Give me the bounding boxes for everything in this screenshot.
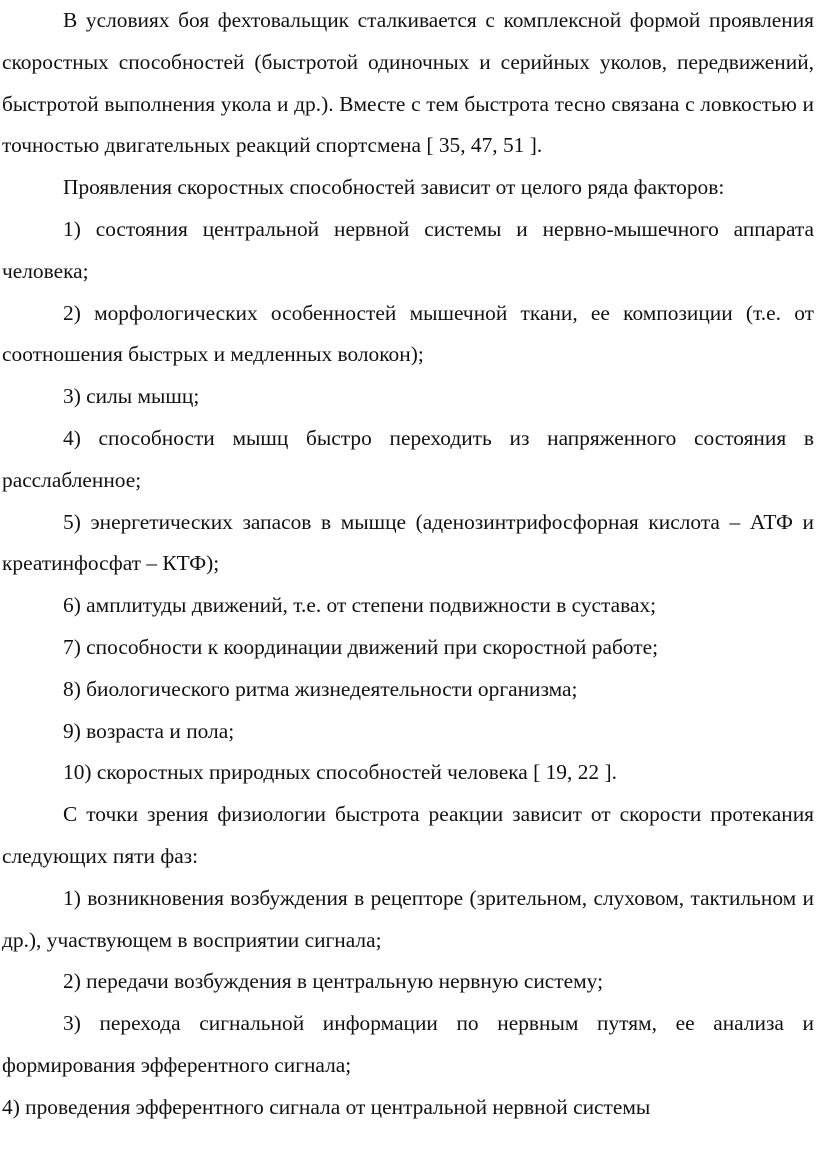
list-item-factor-7: 7) способности к координации движений при скоростной работе; xyxy=(63,634,659,659)
list-item-factor-3: 3) силы мышц; xyxy=(63,384,200,409)
list-item-factor-1: 1) состояния центральной нервной системы и нервно-мышечного аппарата человека; xyxy=(2,216,814,283)
list-item-phase-2: 2) передачи возбуждения в центральную нервную систему; xyxy=(63,969,604,994)
list-item-phase-1: 1) возникновения возбуждения в рецепторе (зрительном, слуховом, тактильном и др.), участвующем в восприятии сигнала; xyxy=(2,885,814,952)
list-item-factor-8: 8) биологического ритма жизнедеятельности организма; xyxy=(63,676,578,701)
paragraph-phases-heading: С точки зрения физиологии быстрота реакции зависит от скорости протекания следующих пяти фаз: xyxy=(2,802,814,868)
list-item-factor-6: 6) амплитуды движений, т.е. от степени подвижности в суставах; xyxy=(63,593,657,618)
list-item-factor-2: 2) морфологических особенностей мышечной ткани, ее композиции (т.е. от соотношения быстрых и медленных волокон); xyxy=(2,300,814,367)
paragraph-intro: В условиях боя фехтовальщик сталкивается с комплексной формой проявления скоростных способностей (быстротой одиночных и серийных уколов, передвижений, быстротой выполнения укола и др.). Вместе с тем быстрота тесно связана с ловкостью и точностью двигательных реакций спортсмена [ 35, 47, 51 ]. xyxy=(2,8,814,158)
list-item-factor-4: 4) способности мышц быстро переходить из напряженного состояния в расслабленное; xyxy=(2,425,814,492)
paragraph-factors-heading: Проявления скоростных способностей зависит от целого ряда факторов: xyxy=(63,175,725,200)
list-item-factor-5: 5) энергетических запасов в мышце (аденозинтрифосфорная кислота – АТФ и креатинфосфат – КТФ); xyxy=(2,509,814,576)
list-item-factor-9: 9) возраста и пола; xyxy=(63,718,235,743)
list-item-factor-10: 10) скоростных природных способностей человека [ 19, 22 ]. xyxy=(63,760,617,785)
list-item-phase-3: 3) перехода сигнальной информации по нервным путям, ее анализа и формирования эфферентного сигнала; xyxy=(2,1011,814,1077)
list-item-phase-4: 4) проведения эфферентного сигнала от центральной нервной системы xyxy=(2,1094,651,1119)
document-page xyxy=(2,0,814,1129)
